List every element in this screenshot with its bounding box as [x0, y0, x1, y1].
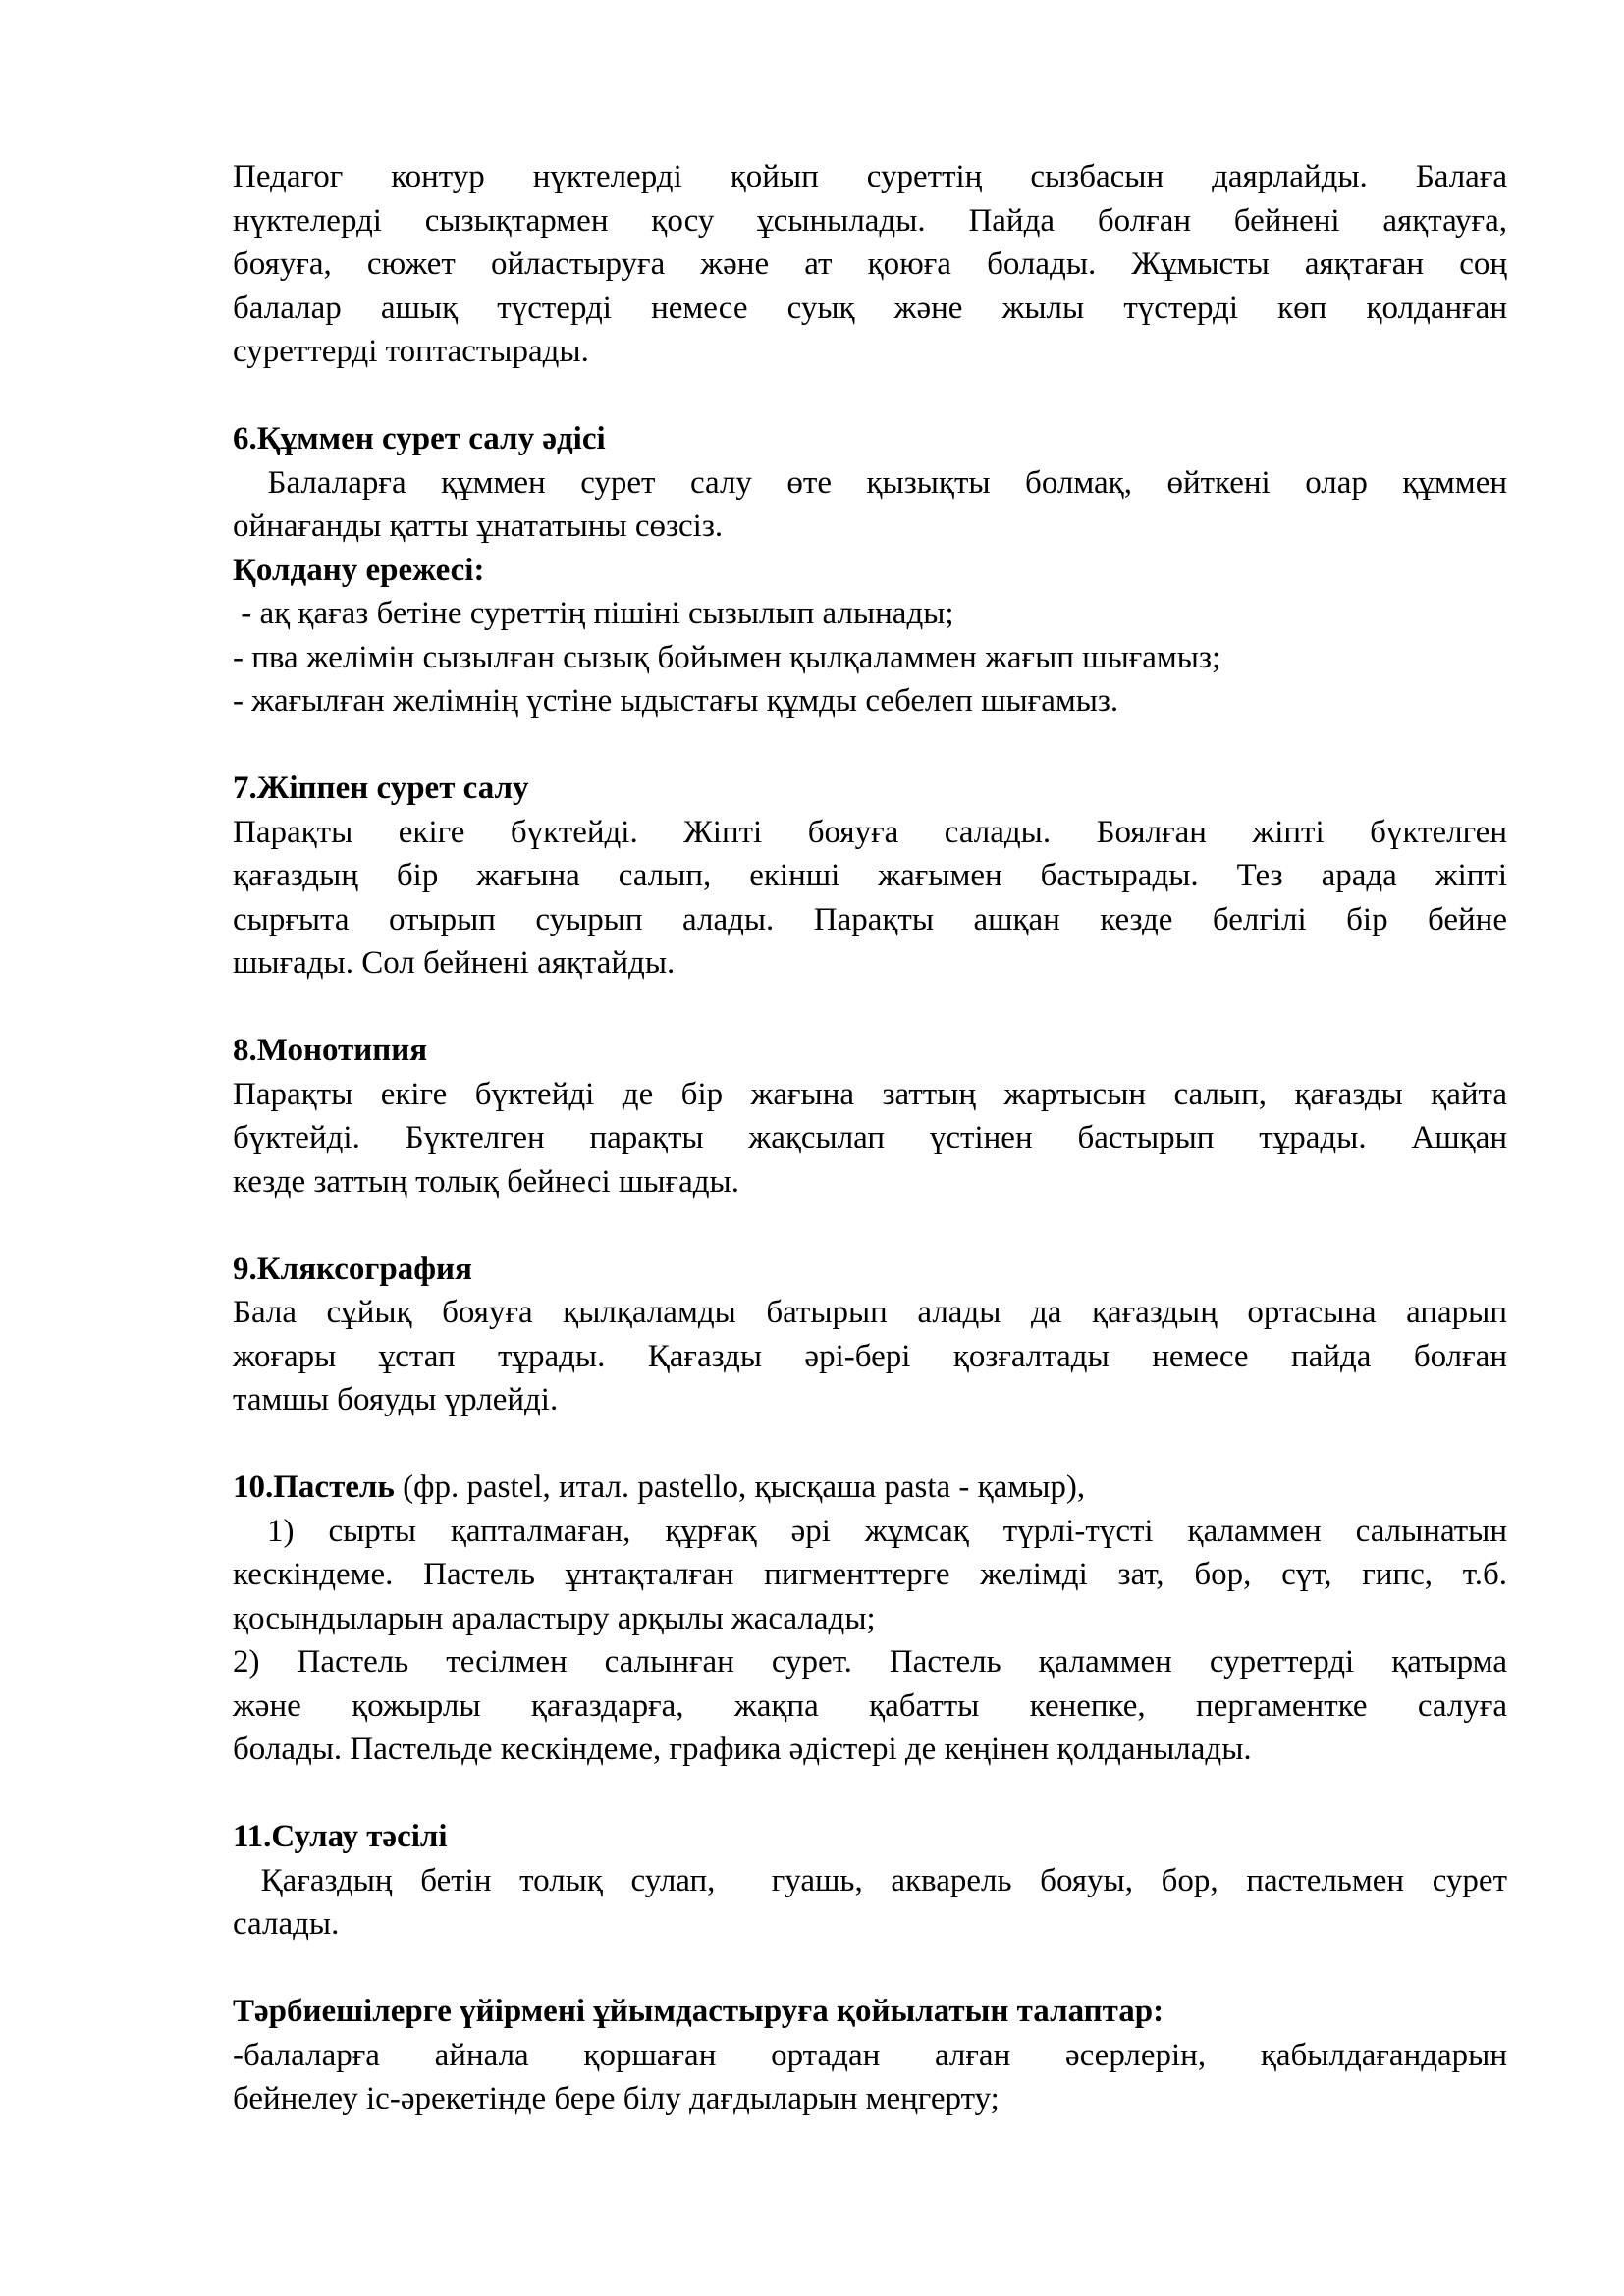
heading-etymology: (фр. pastel, итал. pastello, қысқаша pasta - қамыр), — [394, 1469, 1086, 1505]
text-line: Балаларға құммен сурет салу өте қызықты болмақ, өйткені олар құммен — [233, 464, 1507, 501]
section-thread-drawing — [233, 767, 1507, 986]
text-line: бояуға, сюжет ойластыруға және ат қоюға болады. Жұмысты аяқтаған соң — [233, 246, 1507, 282]
rule-item: - пва желімін сызылған сызық бойымен қылқаламмен жағып шығамыз; — [233, 639, 1221, 675]
intro-paragraph — [233, 155, 1507, 374]
spacer — [233, 374, 1507, 418]
text-line: Қағаздың бетін толық сулап, гуашь, акварель бояуы, бор, пастельмен сурет — [233, 1862, 1507, 1898]
text-line: бүктейді. Бүктелген парақты жақсылап үстінен бастырып тұрады. Ашқан — [233, 1120, 1507, 1155]
text-line: 1) сырты қапталмаған, құрғақ әрі жұмсақ түрлі-түсті қаламмен салынатын — [233, 1513, 1508, 1549]
rules-heading: Қолдану ережесі: — [233, 552, 485, 588]
section-pastel — [233, 1466, 1507, 1772]
text-line: Педагог контур нүктелерді қойып суреттің сызбасын даярлайды. Балаға — [233, 159, 1507, 194]
text-line: 2) Пастель тесілмен салынған сурет. Пастель қаламмен суреттерді қатырма — [233, 1644, 1507, 1680]
text-line: балалар ашық түстерді немесе суық және жылы түстерді көп қолданған — [233, 290, 1507, 326]
text-line: Парақты екіге бүктейді де бір жағына заттың жартысын салып, қағазды қайта — [233, 1076, 1507, 1112]
text-line: салады. — [233, 1906, 340, 1942]
text-line: жоғары ұстап тұрады. Қағазды әрі-бері қозғалтады немесе пайда болған — [233, 1338, 1507, 1374]
text-line: кескіндеме. Пастель ұнтақталған пигменттерге желімді зат, бор, сүт, гипс, т.б. — [233, 1557, 1507, 1592]
section-heading-line — [233, 1466, 1507, 1510]
section-heading: 6.Құммен сурет салу әдісі — [233, 421, 606, 456]
section-blotography — [233, 1248, 1507, 1422]
text-line: тамшы бояуды үрлейді. — [233, 1382, 559, 1417]
rule-item: - жағылған желімнің үстіне ыдыстағы құмды себелеп шығамыз. — [233, 683, 1119, 719]
spacer — [233, 1422, 1507, 1467]
spacer — [233, 723, 1507, 768]
section-wetting — [233, 1815, 1507, 1947]
rule-item: - ақ қағаз бетіне суреттің пішіні сызылып алынады; — [233, 596, 954, 631]
text-line: қосындыларын араластыру арқылы жасалады; — [233, 1600, 876, 1636]
section-heading: 8.Монотипия — [233, 1033, 428, 1068]
spacer — [233, 986, 1507, 1030]
document-page — [233, 155, 1507, 2121]
text-line: және қожырлы қағаздарға, жақпа қабатты кенепке, пергаментке салуға — [233, 1687, 1507, 1724]
text-line: Парақты екіге бүктейді. Жіпті бояуға салады. Боялған жіпті бүктелген — [233, 814, 1507, 850]
section-heading: 10.Пастель — [233, 1469, 395, 1505]
section-requirements — [233, 1990, 1507, 2121]
spacer — [233, 1772, 1507, 1816]
text-line: шығады. Сол бейнені аяқтайды. — [233, 945, 676, 981]
text-line: бейнелеу іс-әрекетінде бере білу дағдыларын меңгерту; — [233, 2081, 1000, 2116]
section-heading: 9.Кляксография — [233, 1251, 472, 1287]
section-heading: Тәрбиешілерге үйірмені ұйымдастыруға қойылатын талаптар: — [233, 1994, 1164, 2029]
section-sand-drawing — [233, 417, 1507, 723]
text-line: -балаларға айнала қоршаған ортадан алған әсерлерін, қабылдағандарын — [233, 2037, 1507, 2073]
text-line: болады. Пастельде кескіндеме, графика әдістері де кеңінен қолданылады. — [233, 1732, 1252, 1767]
section-heading: 11.Сулау тәсілі — [233, 1819, 448, 1854]
section-heading: 7.Жіппен сурет салу — [233, 771, 529, 806]
text-line: сырғыта отырып суырып алады. Парақты ашқан кезде белгілі бір бейне — [233, 901, 1507, 937]
text-line: Бала сұйық бояуға қылқаламды батырып алады да қағаздың ортасына апарып — [233, 1295, 1507, 1330]
section-monotype — [233, 1029, 1507, 1203]
spacer — [233, 1947, 1507, 1991]
text-line: нүктелерді сызықтармен қосу ұсынылады. Пайда болған бейнені аяқтауға, — [233, 202, 1507, 239]
text-line: қағаздың бір жағына салып, екінші жағымен бастырады. Тез арада жіпті — [233, 858, 1507, 893]
text-line: суреттерді топтастырады. — [233, 334, 589, 369]
text-line: ойнағанды қатты ұнататыны сөзсіз. — [233, 508, 724, 544]
text-line: кезде заттың толық бейнесі шығады. — [233, 1163, 739, 1200]
spacer — [233, 1203, 1507, 1248]
